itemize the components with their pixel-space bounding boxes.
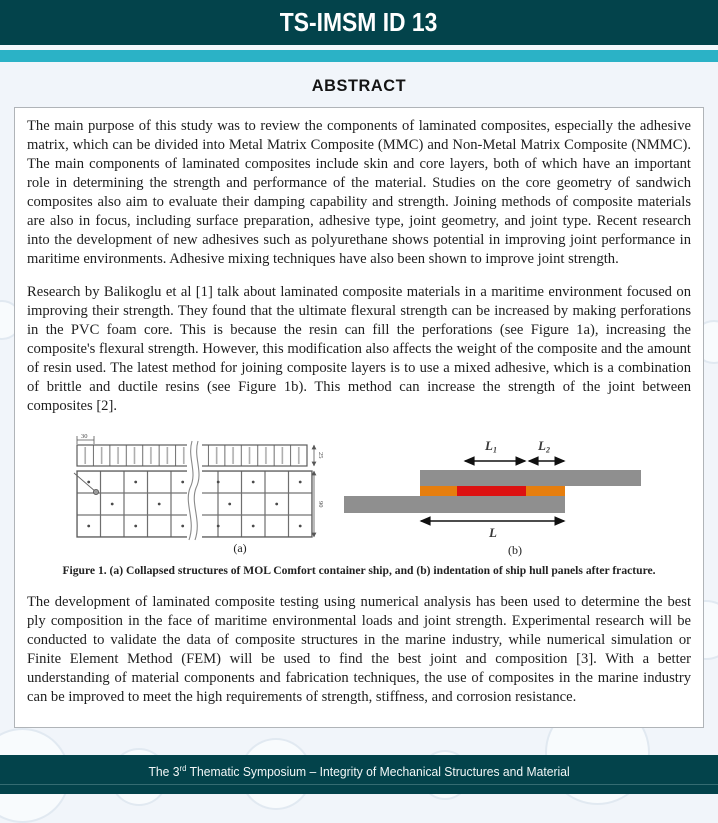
figure-1 xyxy=(37,430,691,560)
footer-divider xyxy=(0,784,718,785)
dimension-90-label: 90 xyxy=(317,501,324,508)
header-bar xyxy=(0,0,718,45)
header-stripe-cyan xyxy=(0,50,718,62)
abstract-heading: ABSTRACT xyxy=(311,76,407,95)
footer-superscript: rd xyxy=(179,764,187,773)
lower-adherend xyxy=(344,496,565,513)
figure-1a-drawing xyxy=(37,430,337,558)
figure-1a-label: (a) xyxy=(233,541,247,555)
dimension-30-label: 30 xyxy=(81,433,88,440)
figure-1b-diagram xyxy=(343,430,688,560)
page-title: TS-IMSM ID 13 xyxy=(280,7,438,37)
dimension-25-label: 25 xyxy=(317,452,324,459)
abstract-content-box xyxy=(14,107,704,728)
adhesive-ductile-left xyxy=(420,486,457,496)
footer-bar xyxy=(0,755,718,794)
figure-1b-label: (b) xyxy=(508,543,522,557)
figure-caption: Figure 1. (a) Collapsed structures of MOL Comfort container ship, and (b) indentation of ship hull panels after fracture. xyxy=(62,564,656,577)
dimension-L1-label: L1 xyxy=(485,438,497,455)
dimension-L-label: L xyxy=(489,525,497,540)
abstract-paragraph-1: The main purpose of this study was to review the components of laminated composites, especially the adhesive matrix, which can be divided into Metal Matrix Composite (MMC) and Non-Metal Matrix Composite (NMMC). The main components of laminated composites include skin and core layers, both of which have an important role in determining the strength and performance of the material. Studies on the core geometry of sandwich composites also aim to evaluate their damping capability and strength. Joining methods of composite materials are also in focus, including surface preparation, adhesive type, joint geometry, and joint type. Recent research into the development of new adhesives such as polyurethane shows potential in improving joint performance in maritime environments. Adhesive mixing techniques have also been shown to improve joint strength. xyxy=(27,118,691,267)
adhesive-ductile-right xyxy=(526,486,565,496)
footer-text: The 3rd Thematic Symposium – Integrity of Mechanical Structures and Material xyxy=(148,764,570,780)
abstract-paragraph-3: The development of laminated composite testing using numerical analysis has been used to determine the best ply composition in the face of maritime environmental loads and joint strength. Experimental research will be conducted to validate the data of composite structures in the marine industry, while numerical simulation or Finite Element Method (FEM) will be used to find the best joint and composition [3]. With a better understanding of material components and fabrication techniques, the use of composites in the marine industry can be improved to meet the high requirements of strength, stiffness, and corrosion resistance. xyxy=(27,594,691,705)
dimension-L2-label: L2 xyxy=(538,438,550,455)
abstract-paragraph-2: Research by Balikoglu et al [1] talk about laminated composite materials in a maritime environment focused on improving their strength. They found that the ultimate flexural strength can be increased by making perforations in the PVC foam core. This is because the resin can fill the perforations (see Figure 1a), increasing the composite's flexural strength. However, this modification also affects the weight of the composite and the amount of resin used. The latest method for joining composite layers is to use a mixed adhesive, which is a combination of brittle and ductile resins (see Figure 1b). This method can increase the strength of the joint between composites [2]. xyxy=(27,284,691,414)
upper-adherend xyxy=(420,470,641,486)
adhesive-brittle-center xyxy=(457,486,526,496)
perforation-marker xyxy=(93,489,98,494)
